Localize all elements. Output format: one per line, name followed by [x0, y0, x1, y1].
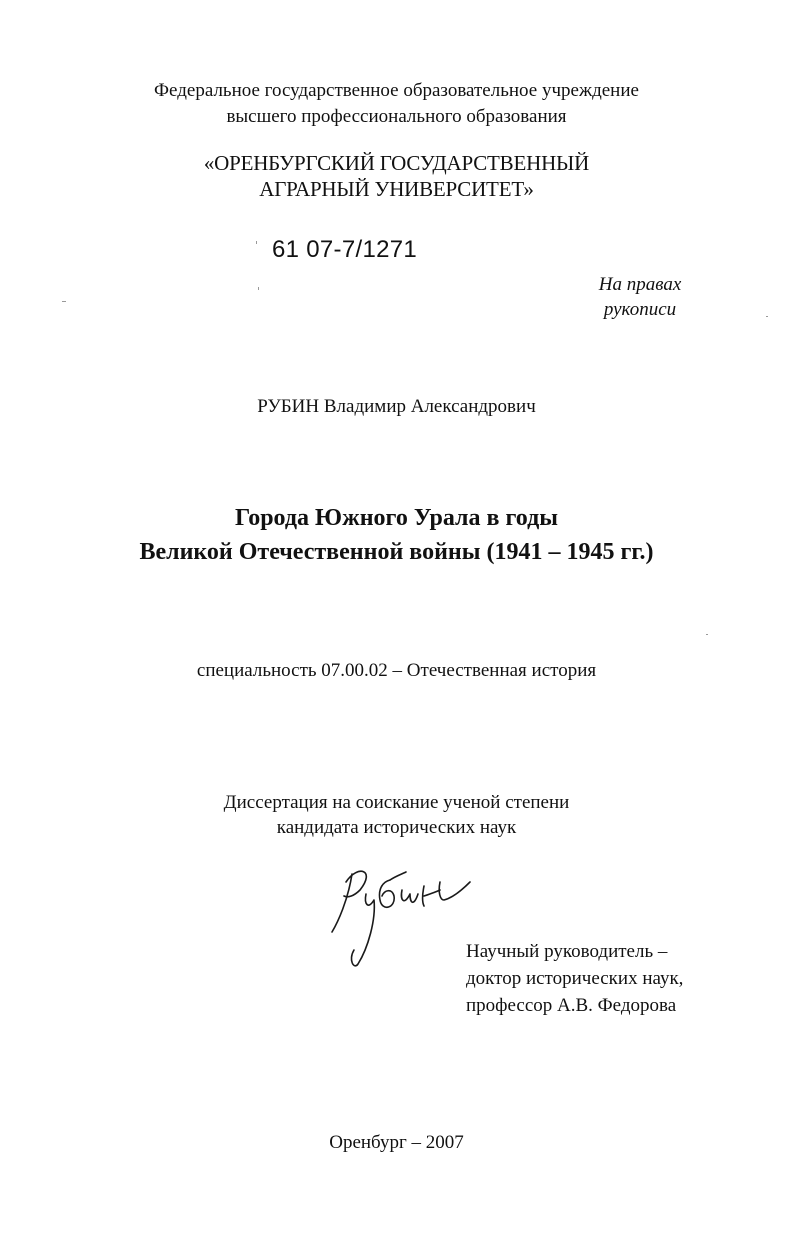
author-signature — [318, 860, 478, 970]
author-name: РУБИН Владимир Александрович — [257, 396, 536, 417]
thesis-title-line-1: Города Южного Урала в годы — [235, 505, 558, 531]
scan-speck — [706, 634, 708, 635]
catalog-code: 61 07-7/1271 — [272, 236, 418, 263]
thesis-title-line-2: Великой Отечественной войны (1941 – 1945 гг.) — [139, 539, 654, 565]
university-line-1: «ОРЕНБУРГСКИЙ ГОСУДАРСТВЕННЫЙ — [203, 151, 590, 175]
advisor-line-1: Научный руководитель – — [466, 941, 668, 962]
advisor-line-2: доктор исторических наук, — [466, 968, 684, 989]
city-year: Оренбург – 2007 — [329, 1132, 464, 1153]
degree-line-2: кандидата исторических наук — [276, 817, 517, 838]
scan-speck — [766, 316, 768, 317]
institution-line-2: высшего профессионального образования — [226, 106, 567, 127]
institution-line-1: Федеральное государственное образовательное учреждение — [154, 80, 639, 101]
rights-line-2: рукописи — [603, 299, 677, 320]
degree-line-1: Диссертация на соискание ученой степени — [223, 792, 570, 813]
scan-speck — [62, 301, 66, 302]
specialty: специальность 07.00.02 – Отечественная история — [196, 660, 597, 681]
university-line-2: АГРАРНЫЙ УНИВЕРСИТЕТ» — [259, 177, 534, 201]
advisor-line-3: профессор А.В. Федорова — [466, 995, 677, 1016]
scan-speck — [256, 241, 257, 244]
scan-speck — [258, 287, 259, 290]
rights-line-1: На правах — [598, 274, 682, 295]
